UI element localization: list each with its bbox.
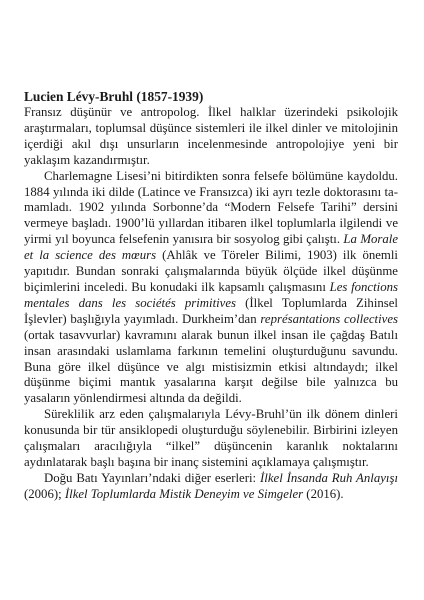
paragraph-2 — [24, 169, 398, 408]
text-run: Fransız düşünür ve antropolog. İlkel halklar üzerindeki psikolojik araştırmaları, toplumsal düşünce sistemleri ile ilkel dinler ve mitolojinin içerdiği akıl dışı unsurların incelenmesinde antropolojiye yeni bir yaklaşım kazandırmıştır. — [24, 105, 398, 167]
text-run: (ortak tasavvurlar) kavramını alarak bunun ilkel insan ile çağdaş Batılı insan arasındaki uslamlama farkının temelini oluşturduğunu savundu. Buna göre ilkel düşünce ve algı mistisizmin etkisi altındaydı; ilkel düşünme biçimi mantık yasalarına karşıt değilse bile yalnızca bu yasaların yönlendirmesi altında da değildi. — [24, 327, 398, 406]
paragraph-4 — [24, 471, 398, 503]
text-run: (Ahlâk ve Töreler Bilimi, 1903) ilk önemli yapıtıdır. Bundan sonraki çalışmalarında büyük ölçüde ilkel düşünme biçimlerini inceledi. Bu konudaki ilk kapsamlı çalışmasını — [24, 248, 398, 294]
italic-title: représantations collectives — [260, 311, 399, 326]
italic-title: Les fonctions mentales dans les sociétés primitives — [24, 279, 398, 310]
biography-text — [24, 105, 398, 503]
text-run: (İlkel Toplumlarda Zihinsel İşlevler) başlığıyla yayımladı. Durkheim’dan — [24, 295, 398, 326]
text-run: (2016). — [303, 486, 344, 501]
paragraph-3 — [24, 407, 398, 471]
author-heading: Lucien Lévy-Bruhl (1857-1939) — [24, 89, 204, 104]
italic-title: İlkel Toplumlarda Mistik Deneyim ve Simgeler — [64, 486, 304, 501]
text-run: Charlemagne Lisesi’ni bitirdikten sonra felsefe bölümüne kaydoldu. 1884 yılında iki dilde (Latince ve Fransızca) iki ayrı tezle doktorasını tamamladı. 1902 yılında Sorbonne’da “Modern Felsefe Tarihi” dersini vermeye başladı. 1900’lü yıllardan itibaren ilkel toplumlarla ilgilendi ve yirmi yıl boyunca felsefenin yanısıra bir sosyolog gibi çalıştı. — [24, 168, 398, 247]
text-run: Doğu Batı Yayınları’ndaki diğer eserleri: — [44, 470, 261, 485]
paragraph-1 — [24, 105, 398, 169]
text-run: Süreklilik arz eden çalışmalarıyla Lévy-Bruhl’ün ilk dönem dinleri konusunda bir tür ansiklopedi oluşturduğu söylenebilir. Birbirini izleyen çalışmaları aracılığıyla “ilkel” düşüncenin karanlık noktalarını aydınlatarak başlı başına bir inanç sistemini açıklamaya çalışmıştır. — [24, 407, 398, 469]
italic-title: La Morale et la science des mœurs — [24, 232, 398, 263]
text-run: (2006); — [24, 486, 65, 501]
italic-title: İlkel İnsanda Ruh Anlayışı — [260, 470, 398, 485]
